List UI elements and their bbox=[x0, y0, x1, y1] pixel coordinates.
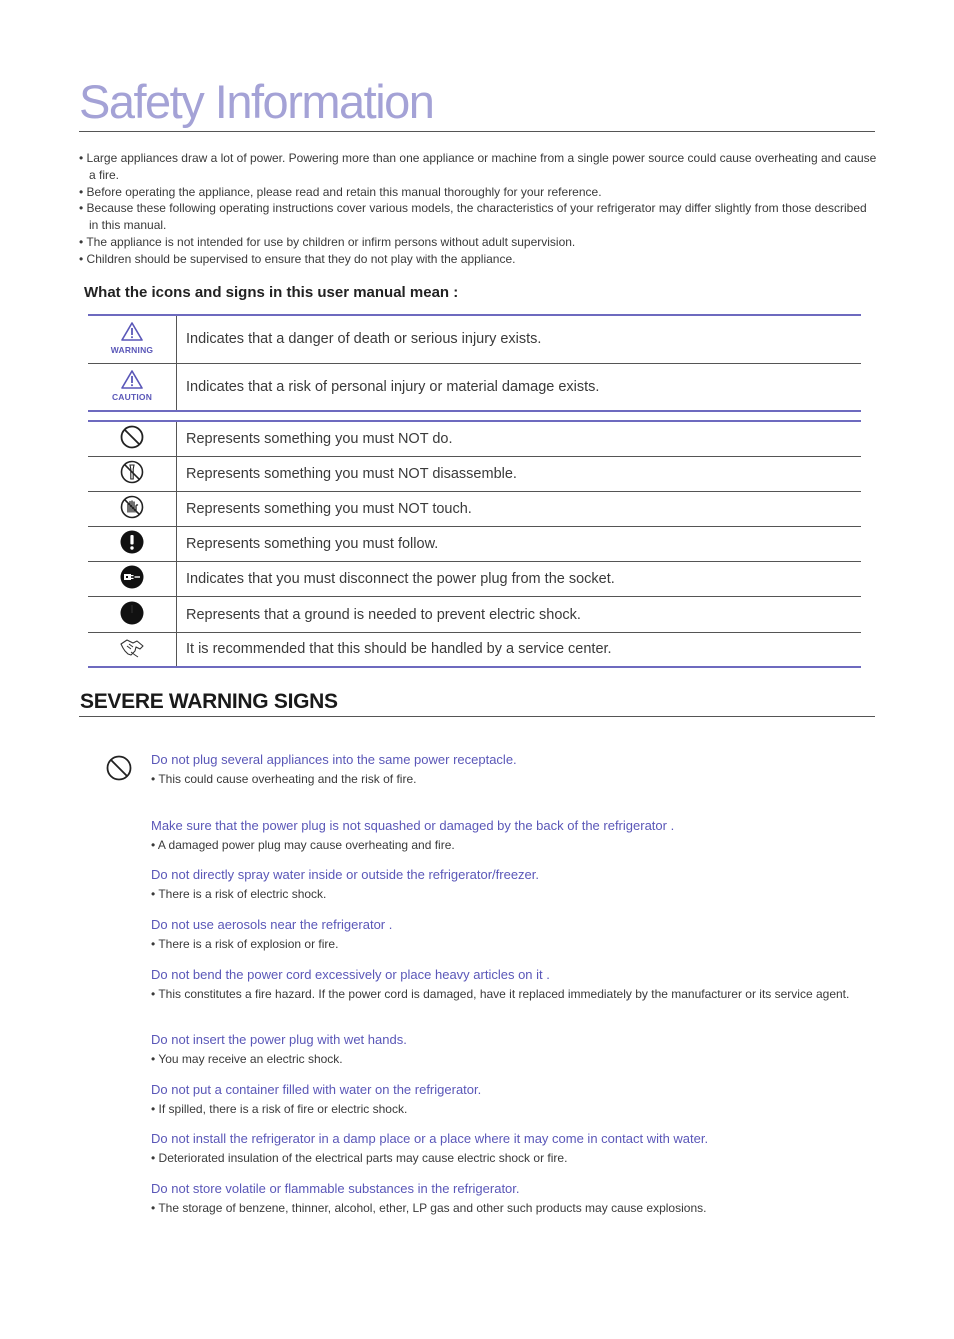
title-divider bbox=[79, 131, 875, 132]
warning-heading: Do not plug several appliances into the same power receptacle. bbox=[151, 752, 517, 767]
table-row bbox=[88, 562, 861, 597]
ground-icon bbox=[120, 601, 144, 625]
warning-item bbox=[151, 967, 871, 1002]
caution-label: CAUTION bbox=[111, 392, 153, 402]
no-disassemble-icon bbox=[120, 460, 144, 484]
page-title: Safety Information bbox=[79, 75, 434, 128]
caution-triangle-icon bbox=[112, 370, 152, 402]
intro-bullet: • Because these following operating instructions cover various models, the characteristics of your refrigerator may differ slightly from those described in this manual. bbox=[79, 200, 879, 234]
signal-word-description: Indicates that a danger of death or serious injury exists. bbox=[186, 331, 542, 348]
table-row bbox=[88, 315, 861, 363]
table-row bbox=[88, 597, 861, 632]
signal-word-description: Indicates that a risk of personal injury or material damage exists. bbox=[177, 363, 862, 411]
warning-detail: • The storage of benzene, thinner, alcohol, ether, LP gas and other such products may cause explosions. bbox=[151, 1201, 871, 1216]
warning-detail: • This constitutes a fire hazard. If the power cord is damaged, have it replaced immediately by the manufacturer or its service agent. bbox=[151, 987, 871, 1002]
section-title: SEVERE WARNING SIGNS bbox=[80, 690, 338, 713]
table-row bbox=[88, 421, 861, 456]
warning-detail: • This could cause overheating and the risk of fire. bbox=[151, 772, 871, 787]
warning-heading: Do not install the refrigerator in a damp place or a place where it may come in contact with water. bbox=[151, 1131, 709, 1146]
symbol-description: Indicates that you must disconnect the power plug from the socket. bbox=[177, 562, 862, 597]
intro-bullet: • Before operating the appliance, please read and retain this manual thoroughly for your reference. bbox=[79, 184, 879, 201]
warning-heading: Do not put a container filled with water on the refrigerator. bbox=[151, 1082, 482, 1097]
table-row bbox=[88, 527, 861, 562]
warning-label: WARNING bbox=[110, 344, 154, 355]
table-row bbox=[88, 632, 861, 667]
warning-detail: • A damaged power plug may cause overheating and fire. bbox=[151, 838, 871, 853]
symbol-description: It is recommended that this should be handled by a service center. bbox=[177, 632, 862, 667]
intro-bullet: • Large appliances draw a lot of power. Powering more than one appliance or machine from a single power source could cause overheating and cause a fire. bbox=[79, 150, 879, 184]
symbol-description: Represents something you must NOT disassemble. bbox=[177, 456, 862, 491]
icons-legend-heading: What the icons and signs in this user manual mean : bbox=[84, 284, 459, 301]
warning-item bbox=[151, 818, 871, 853]
table-row bbox=[88, 456, 861, 491]
signal-word-table bbox=[88, 314, 861, 412]
symbol-description: Represents something you must NOT do. bbox=[186, 430, 453, 447]
symbol-description: Represents something you must follow. bbox=[177, 527, 862, 562]
warning-item bbox=[151, 867, 871, 902]
warning-triangle-icon bbox=[111, 322, 153, 354]
table-row bbox=[88, 363, 861, 411]
intro-bullet: • Children should be supervised to ensure that they do not play with the appliance. bbox=[79, 251, 879, 268]
unplug-icon bbox=[120, 565, 144, 589]
intro-bullet: • The appliance is not intended for use by children or infirm persons without adult supervision. bbox=[79, 234, 879, 251]
warning-detail: • Deteriorated insulation of the electrical parts may cause electric shock or fire. bbox=[151, 1151, 871, 1166]
symbol-description: Represents that a ground is needed to prevent electric shock. bbox=[177, 597, 862, 632]
table-row bbox=[88, 491, 861, 526]
warning-heading: Do not bend the power cord excessively or place heavy articles on it . bbox=[151, 967, 550, 982]
warning-heading: Do not use aerosols near the refrigerator . bbox=[151, 917, 393, 932]
warning-item bbox=[151, 917, 871, 952]
warning-detail: • There is a risk of explosion or fire. bbox=[151, 937, 871, 952]
must-follow-icon bbox=[120, 530, 144, 554]
intro-bullet-list bbox=[79, 150, 879, 268]
warning-item bbox=[151, 752, 871, 787]
warning-heading: Do not store volatile or flammable substances in the refrigerator. bbox=[151, 1181, 520, 1196]
no-touch-icon bbox=[120, 495, 144, 519]
prohibited-icon bbox=[106, 755, 132, 781]
warning-item bbox=[151, 1032, 871, 1067]
warning-item bbox=[151, 1131, 871, 1166]
service-center-icon bbox=[118, 635, 146, 659]
prohibited-icon bbox=[120, 425, 144, 449]
section-divider bbox=[79, 716, 875, 717]
symbol-table bbox=[88, 420, 861, 668]
warning-item bbox=[151, 1181, 871, 1216]
warning-detail: • There is a risk of electric shock. bbox=[151, 887, 871, 902]
symbol-description: Represents something you must NOT touch. bbox=[177, 491, 862, 526]
warning-heading: Do not insert the power plug with wet hands. bbox=[151, 1032, 407, 1047]
warning-heading: Do not directly spray water inside or outside the refrigerator/freezer. bbox=[151, 867, 540, 882]
warning-heading: Make sure that the power plug is not squashed or damaged by the back of the refrigerator . bbox=[151, 818, 675, 833]
warning-detail: • You may receive an electric shock. bbox=[151, 1052, 871, 1067]
warning-detail: • If spilled, there is a risk of fire or electric shock. bbox=[151, 1102, 871, 1117]
warning-item bbox=[151, 1082, 871, 1117]
